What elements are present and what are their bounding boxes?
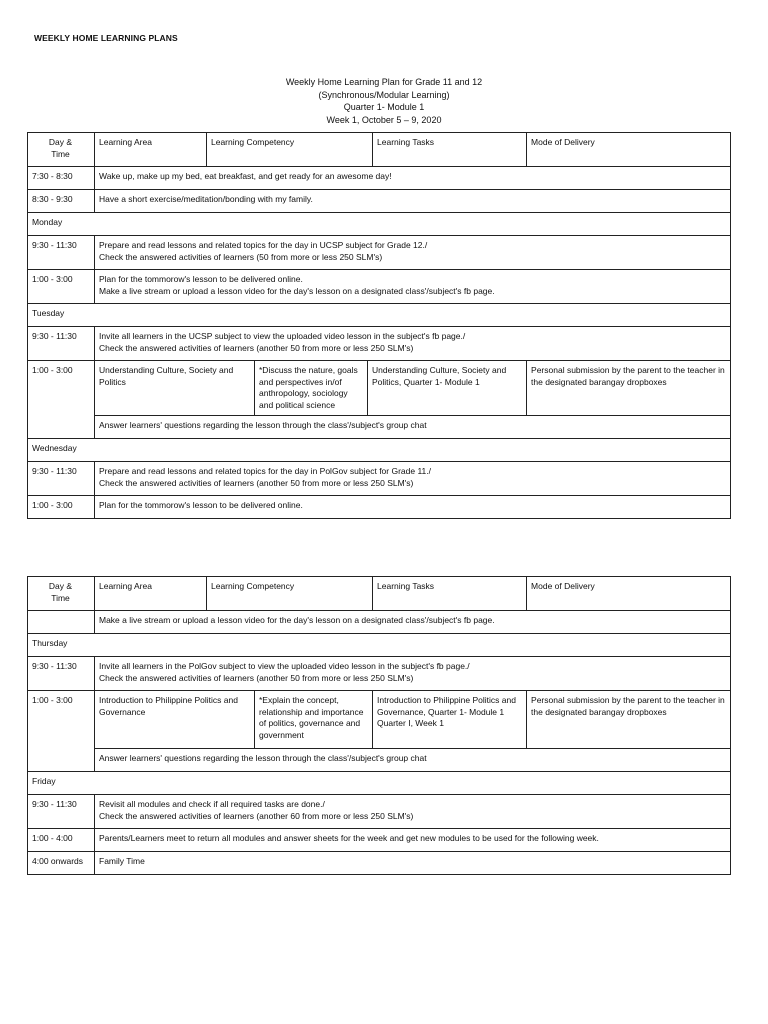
row-activity: Invite all learners in the PolGov subject to view the uploaded video lesson in the subject's fb page./ Check the answered activities of learners (another 50 from more or less 250 SLM's) [95, 657, 731, 691]
table-row [28, 361, 731, 416]
row-time: 1:00 - 3:00 [28, 691, 95, 772]
document-header: WEEKLY HOME LEARNING PLANS [34, 33, 178, 43]
cell-mode-of-delivery: Personal submission by the parent to the teacher in the designated barangay dropboxes [527, 691, 731, 749]
day-row-friday [28, 772, 731, 795]
row-activity: Revisit all modules and check if all required tasks are done./ Check the answered activities of learners (another 60 from more or less 250 SLM's) [95, 795, 731, 829]
cell-learning-area: Understanding Culture, Society and Politics [95, 361, 255, 416]
row-time: 4:00 onwards [28, 852, 95, 875]
table-row [28, 270, 731, 304]
table-row [28, 167, 731, 190]
cell-learning-tasks: Understanding Culture, Society and Politics, Quarter 1- Module 1 [368, 361, 527, 416]
table-row [28, 190, 731, 213]
header-day-time: Day & Time [28, 133, 95, 167]
row-activity: Plan for the tommorow's lesson to be delivered online. [95, 496, 731, 519]
row-activity: Make a live stream or upload a lesson video for the day's lesson on a designated class'/subject's fb page. [95, 611, 731, 634]
table-row [28, 829, 731, 852]
day-label: Friday [28, 772, 731, 795]
cell-mode-of-delivery: Personal submission by the parent to the teacher in the designated barangay dropboxes [527, 361, 731, 416]
day-row-monday [28, 213, 731, 236]
row-time: 9:30 - 11:30 [28, 795, 95, 829]
cell-learning-tasks: Introduction to Philippine Politics and Governance, Quarter 1- Module 1 Quarter I, Week 1 [373, 691, 527, 749]
table-row [28, 749, 731, 772]
learning-plan-table-1 [27, 132, 731, 519]
table-row [28, 496, 731, 519]
row-note: Answer learners' questions regarding the lesson through the class'/subject's group chat [95, 416, 731, 439]
day-label: Monday [28, 213, 731, 236]
row-note: Answer learners' questions regarding the lesson through the class'/subject's group chat [95, 749, 731, 772]
row-activity: Parents/Learners meet to return all modules and answer sheets for the week and get new modules to be used for the following week. [95, 829, 731, 852]
table-row [28, 327, 731, 361]
row-activity: Invite all learners in the UCSP subject to view the uploaded video lesson in the subject's fb page./ Check the answered activities of learners (another 50 from more or less 250 SLM's) [95, 327, 731, 361]
table-header-row [28, 577, 731, 611]
row-time: 7:30 - 8:30 [28, 167, 95, 190]
header-learning-tasks: Learning Tasks [373, 133, 527, 167]
plan-title: Weekly Home Learning Plan for Grade 11 and 12 [285, 77, 483, 87]
table-row [28, 657, 731, 691]
row-time: 1:00 - 3:00 [28, 496, 95, 519]
header-learning-competency: Learning Competency [207, 577, 373, 611]
row-time: 9:30 - 11:30 [28, 657, 95, 691]
plan-title-block [0, 76, 768, 126]
row-activity: Have a short exercise/meditation/bonding with my family. [95, 190, 731, 213]
row-time: 8:30 - 9:30 [28, 190, 95, 213]
cell-learning-competency: *Explain the concept, relationship and importance of politics, governance and government [255, 691, 373, 749]
table-row [28, 462, 731, 496]
row-activity: Family Time [95, 852, 731, 875]
table-row [28, 416, 731, 439]
day-label: Tuesday [28, 304, 731, 327]
day-label: Wednesday [28, 439, 731, 462]
header-learning-area: Learning Area [95, 577, 207, 611]
row-activity: Prepare and read lessons and related topics for the day in PolGov subject for Grade 11./ Check the answered activities of learners (another 50 from more or less 250 SLM's) [95, 462, 731, 496]
learning-plan-table-2 [27, 576, 731, 875]
row-activity: Plan for the tommorow's lesson to be delivered online. Make a live stream or upload a lesson video for the day's lesson on a designated class'/subject's fb page. [95, 270, 731, 304]
plan-subtitle: (Synchronous/Modular Learning) [318, 89, 450, 100]
header-learning-area: Learning Area [95, 133, 207, 167]
day-row-tuesday [28, 304, 731, 327]
cell-learning-area: Introduction to Philippine Politics and Governance [95, 691, 255, 749]
day-row-wednesday [28, 439, 731, 462]
table-header-row [28, 133, 731, 167]
row-activity: Wake up, make up my bed, eat breakfast, and get ready for an awesome day! [95, 167, 731, 190]
row-time [28, 611, 95, 634]
header-learning-competency: Learning Competency [207, 133, 373, 167]
cell-learning-competency: *Discuss the nature, goals and perspectives in/of anthropology, sociology and political science [255, 361, 368, 416]
plan-week: Week 1, October 5 – 9, 2020 [326, 114, 442, 125]
header-mode-of-delivery: Mode of Delivery [527, 577, 731, 611]
table-row [28, 236, 731, 270]
table-row [28, 691, 731, 749]
table-row [28, 611, 731, 634]
header-learning-tasks: Learning Tasks [373, 577, 527, 611]
day-label: Thursday [28, 634, 731, 657]
row-time: 1:00 - 3:00 [28, 270, 95, 304]
day-row-thursday [28, 634, 731, 657]
header-day-time: Day & Time [28, 577, 95, 611]
row-time: 9:30 - 11:30 [28, 236, 95, 270]
plan-quarter: Quarter 1- Module 1 [343, 102, 425, 112]
row-time: 9:30 - 11:30 [28, 462, 95, 496]
table-row [28, 795, 731, 829]
header-mode-of-delivery: Mode of Delivery [527, 133, 731, 167]
row-activity: Prepare and read lessons and related topics for the day in UCSP subject for Grade 12./ Check the answered activities of learners (50 from more or less 250 SLM's) [95, 236, 731, 270]
row-time: 1:00 - 4:00 [28, 829, 95, 852]
row-time: 9:30 - 11:30 [28, 327, 95, 361]
table-row [28, 852, 731, 875]
row-time: 1:00 - 3:00 [28, 361, 95, 439]
